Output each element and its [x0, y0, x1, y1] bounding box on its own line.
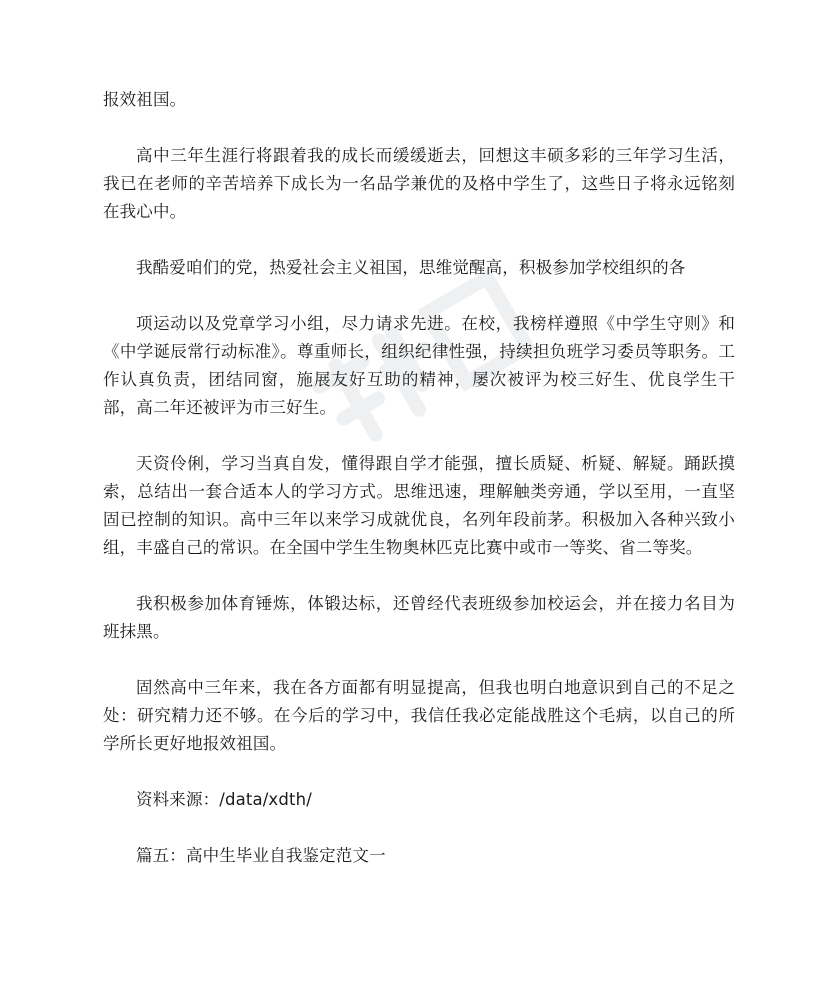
source-line: 资料来源：/data/xdth/ — [136, 790, 312, 809]
document-body — [103, 86, 735, 898]
paragraph-1: 报效祖国。 — [103, 90, 187, 109]
paragraph-5: 天资伶俐，学习当真自发，懂得跟自学才能强，擅长质疑、析疑、解疑。踊跃摸索，总结出一套合适本人的学习方式。思维迅速，理解触类旁通，学以至用，一直坚固已控制的知识。高中三年以来学习成就优良，名列年段前茅。积极加入各种兴致小组，丰盛自己的常识。在全国中学生生物奥林匹克比赛中或市一等奖、省二等奖。 — [103, 454, 735, 557]
paragraph-4: 项运动以及党章学习小组，尽力请求先进。在校，我榜样遵照《中学生守则》和《中学诞辰常行动标准》。尊重师长，组织纪律性强，持续担负班学习委员等职务。工作认真负责，团结同窗，施展友好互助的精神，屡次被评为校三好生、优良学生干部，高二年还被评为市三好生。 — [103, 314, 735, 417]
paragraph-3: 我酷爱咱们的党，热爱社会主义祖国，思维觉醒高，积极参加学校组织的各 — [136, 258, 686, 277]
paragraph-2: 高中三年生涯行将跟着我的成长而缓缓逝去，回想这丰硕多彩的三年学习生活，我已在老师的辛苦培养下成长为一名品学兼优的及格中学生了，这些日子将永远铭刻在我心中。 — [103, 146, 735, 221]
section-heading: 篇五：高中生毕业自我鉴定范文一 — [136, 846, 386, 865]
paragraph-6: 我积极参加体育锤炼，体锻达标，还曾经代表班级参加校运会，并在接力名目为班抹黑。 — [103, 594, 735, 641]
paragraph-7: 固然高中三年来，我在各方面都有明显提高，但我也明白地意识到自己的不足之处：研究精力还不够。在今后的学习中，我信任我必定能战胜这个毛病，以自己的所学所长更好地报效祖国。 — [103, 678, 735, 753]
